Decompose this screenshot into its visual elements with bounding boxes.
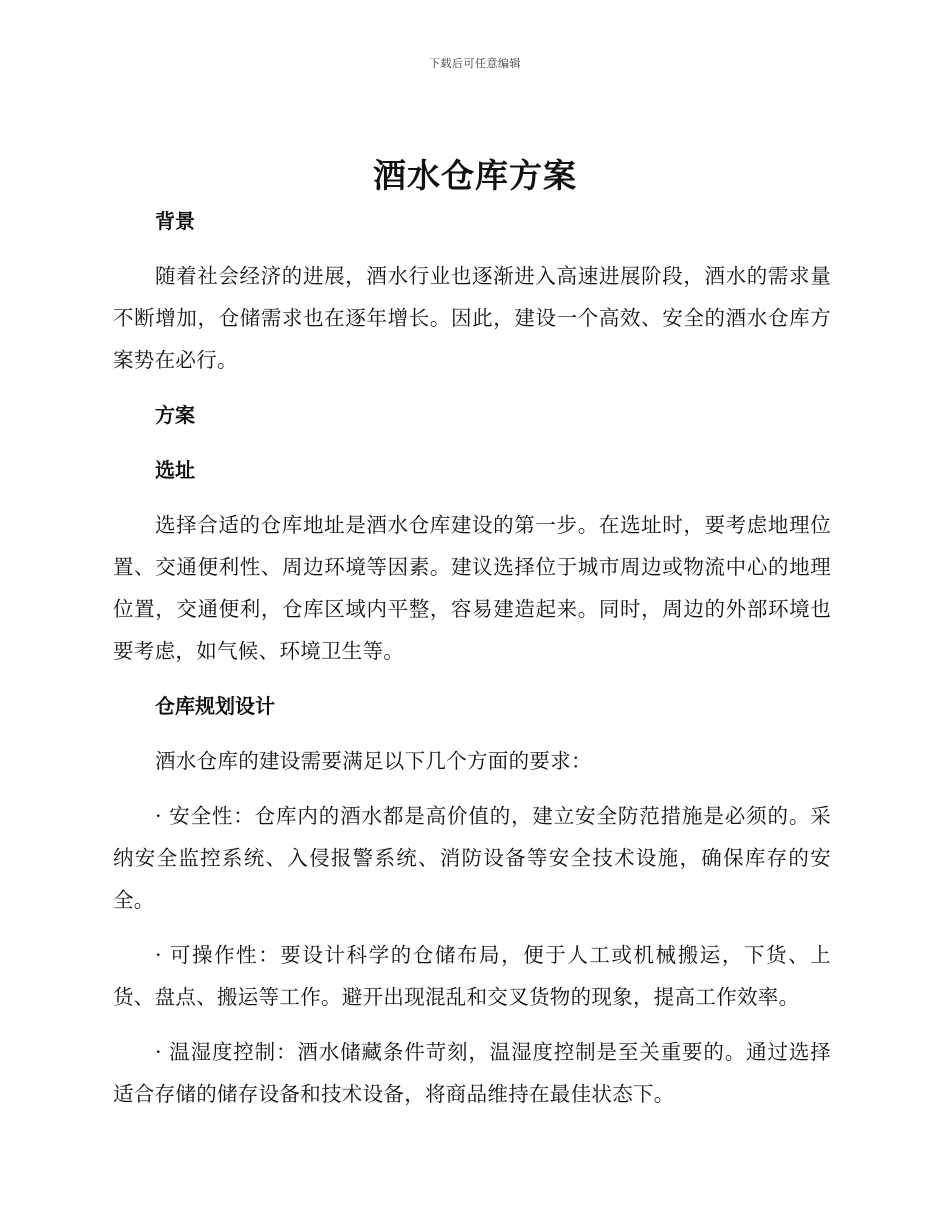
header-note: 下载后可任意编辑 (429, 57, 521, 70)
section-heading-plan: 方案 (155, 403, 195, 427)
paragraph-background: 随着社会经济的进展，酒水行业也逐渐进入高速进展阶段，酒水的需求量不断增加，仓储需求也在逐年增长。因此，建设一个高效、安全的酒水仓库方案势在必行。 (113, 264, 831, 372)
bullet-safety: · 安全性：仓库内的酒水都是高价值的，建立安全防范措施是必须的。采纳安全监控系统、入侵报警系统、消防设备等安全技术设施，确保库存的安全。 (113, 804, 831, 912)
paragraph-site: 选择合适的仓库地址是酒水仓库建设的第一步。在选址时，要考虑地理位置、交通便利性、周边环境等因素。建议选择位于城市周边或物流中心的地理位置，交通便利，仓库区域内平整，容易建造起来。同时，周边的外部环境也要考虑，如气候、环境卫生等。 (113, 513, 831, 663)
document-body (113, 200, 831, 1128)
section-heading-design: 仓库规划设计 (155, 694, 275, 718)
bullet-operability: · 可操作性：要设计科学的仓储布局，便于人工或机械搬运，下货、上货、盘点、搬运等工作。避开出现混乱和交叉货物的现象，提高工作效率。 (113, 943, 831, 1009)
bullet-temperature-humidity: · 温湿度控制：酒水储藏条件苛刻，温湿度控制是至关重要的。通过选择适合存储的储存设备和技术设备，将商品维持在最佳状态下。 (113, 1040, 831, 1106)
section-heading-site: 选址 (155, 458, 195, 482)
paragraph-design-intro: 酒水仓库的建设需要满足以下几个方面的要求： (155, 749, 592, 773)
document-title: 酒水仓库方案 (373, 156, 577, 195)
section-heading-background: 背景 (155, 209, 195, 233)
